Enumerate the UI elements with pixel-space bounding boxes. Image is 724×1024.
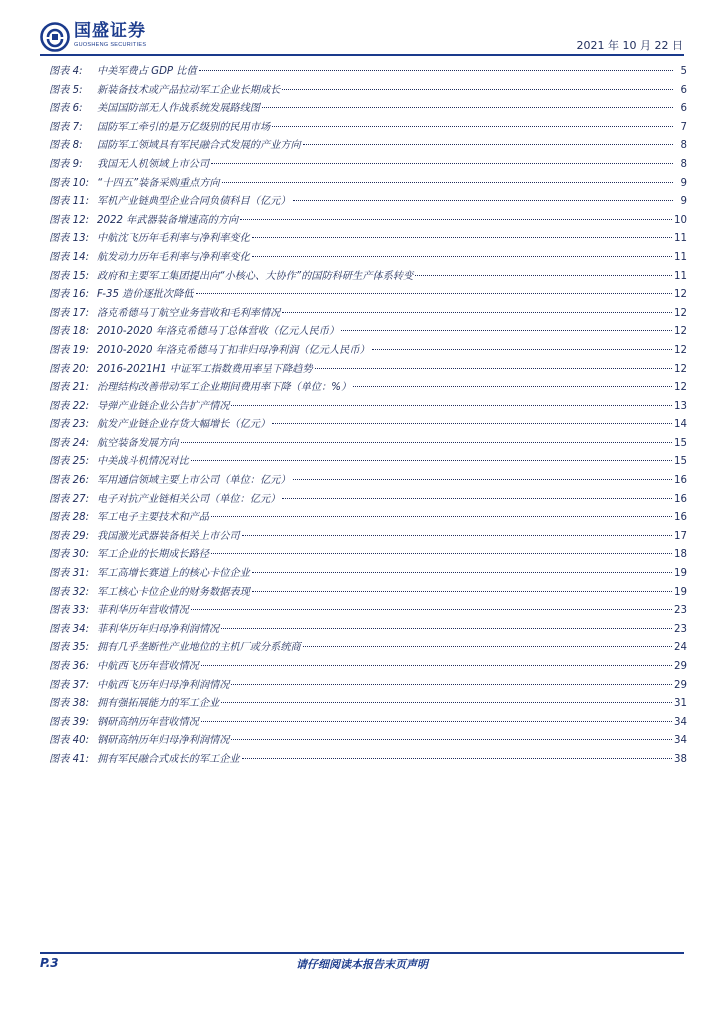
toc-entry[interactable]: [49, 416, 687, 435]
toc-entry[interactable]: [49, 639, 687, 658]
toc-entry[interactable]: [49, 323, 687, 342]
toc-figure-title: 治理结构改善带动军工企业期间费用率下降（单位：%）: [97, 382, 352, 394]
toc-figure-title: 菲利华历年归母净利润情况: [97, 623, 220, 635]
disclaimer-note: 请仔细阅读本报告末页声明: [296, 958, 428, 971]
toc-page-number: 12: [674, 382, 687, 394]
guosheng-logo-icon: [40, 22, 70, 52]
toc-entry[interactable]: [49, 472, 687, 491]
toc-leader-dots: [262, 107, 673, 108]
toc-figure-label: 图表 39:: [49, 716, 90, 728]
toc-figure-title: 2016-2021H1 中证军工指数费用率呈下降趋势: [97, 363, 313, 375]
toc-leader-dots: [201, 665, 672, 666]
toc-page-number: 8: [680, 140, 687, 152]
toc-leader-dots: [199, 70, 673, 71]
toc-page-number: 15: [674, 437, 687, 449]
toc-figure-label: 图表 7:: [49, 121, 83, 133]
toc-entry[interactable]: [49, 621, 687, 640]
toc-page-number: 9: [680, 196, 687, 208]
toc-figure-title: 2022 年武器装备增速高的方向: [97, 214, 239, 226]
toc-figure-label: 图表 26:: [49, 475, 90, 487]
toc-figure-label: 图表 11:: [49, 196, 90, 208]
toc-figure-title: F-35 造价逐批次降低: [97, 289, 194, 301]
toc-figure-title: 中航西飞历年归母净利润情况: [97, 679, 230, 691]
toc-figure-title: 电子对抗产业链相关公司（单位：亿元）: [97, 493, 281, 505]
toc-entry[interactable]: [49, 82, 687, 101]
toc-figure-label: 图表 17:: [49, 307, 90, 319]
toc-leader-dots: [252, 237, 672, 238]
toc-leader-dots: [181, 442, 673, 443]
toc-page-number: 11: [674, 233, 687, 245]
toc-page-number: 23: [674, 605, 687, 617]
toc-page-number: 7: [680, 121, 687, 133]
toc-figure-label: 图表 33:: [49, 605, 90, 617]
toc-page-number: 11: [674, 251, 687, 263]
toc-page-number: 11: [674, 270, 687, 282]
toc-leader-dots: [282, 312, 672, 313]
toc-figure-label: 图表 40:: [49, 735, 90, 747]
toc-figure-label: 图表 13:: [49, 233, 90, 245]
toc-figure-title: 新装备技术或产品拉动军工企业长期成长: [97, 84, 281, 96]
toc-page-number: 31: [674, 698, 687, 710]
toc-figure-title: 我国无人机领域上市公司: [97, 158, 210, 170]
toc-page-number: 13: [674, 400, 687, 412]
toc-figure-title: 拥有军民融合式成长的军工企业: [97, 753, 240, 765]
toc-figure-title: 政府和主要军工集团提出向“小核心、大协作”的国防科研生产体系转变: [97, 270, 414, 282]
toc-leader-dots: [231, 739, 672, 740]
toc-entry[interactable]: [49, 695, 687, 714]
toc-entry[interactable]: [49, 342, 687, 361]
toc-figure-title: 2010-2020 年洛克希德马丁总体营收（亿元人民币）: [97, 326, 340, 338]
logo-chinese-name: 国盛证券: [74, 21, 146, 41]
toc-entry[interactable]: [49, 286, 687, 305]
toc-entry[interactable]: [49, 249, 687, 268]
toc-figure-label: 图表 25:: [49, 456, 90, 468]
toc-figure-title: 中美战斗机情况对比: [97, 456, 189, 468]
toc-leader-dots: [231, 684, 672, 685]
toc-figure-label: 图表 5:: [49, 84, 83, 96]
toc-leader-dots: [211, 163, 673, 164]
toc-leader-dots: [415, 275, 672, 276]
toc-figure-title: 国防军工领域具有军民融合式发展的产业方向: [97, 140, 301, 152]
toc-figure-label: 图表 18:: [49, 326, 90, 338]
toc-leader-dots: [252, 591, 672, 592]
toc-entry[interactable]: [49, 175, 687, 194]
toc-entry[interactable]: [49, 584, 687, 603]
toc-entry[interactable]: [49, 435, 687, 454]
toc-leader-dots: [315, 368, 672, 369]
toc-figure-label: 图表 32:: [49, 586, 90, 598]
toc-leader-dots: [191, 609, 672, 610]
toc-figure-label: 图表 15:: [49, 270, 90, 282]
toc-page-number: 19: [674, 568, 687, 580]
toc-leader-dots: [372, 349, 672, 350]
toc-leader-dots: [272, 126, 673, 127]
toc-entry[interactable]: [49, 714, 687, 733]
toc-page-number: 29: [674, 661, 687, 672]
toc-page-number: 24: [674, 642, 687, 654]
toc-page-number: 16: [674, 512, 687, 524]
toc-leader-dots: [242, 758, 672, 759]
toc-figure-title: 洛克希德马丁航空业务营收和毛利率情况: [97, 307, 281, 319]
toc-figure-label: 图表 14:: [49, 251, 90, 263]
toc-page-number: 12: [674, 344, 687, 356]
toc-page-number: 10: [674, 214, 687, 226]
toc-figure-label: 图表 23:: [49, 419, 90, 431]
toc-figure-title: 菲利华历年营收情况: [97, 605, 189, 617]
toc-leader-dots: [341, 330, 672, 331]
toc-leader-dots: [282, 89, 673, 90]
toc-figure-title: 军机产业链典型企业合同负债科目（亿元）: [97, 196, 291, 208]
toc-leader-dots: [252, 256, 672, 257]
toc-figure-title: 导弹产业链企业公告扩产情况: [97, 400, 230, 412]
toc-figure-label: 图表 24:: [49, 437, 90, 449]
toc-leader-dots: [282, 498, 672, 499]
toc-entry[interactable]: [49, 379, 687, 398]
logo: [40, 22, 146, 52]
toc-figure-label: 图表 10:: [49, 177, 90, 189]
toc-entry[interactable]: [49, 658, 687, 677]
toc-entry[interactable]: [49, 751, 687, 770]
toc-leader-dots: [293, 479, 672, 480]
toc-entry[interactable]: [49, 100, 687, 119]
toc-page-number: 29: [674, 679, 687, 691]
toc-page-number: 34: [674, 735, 687, 747]
toc-figure-label: 图表 20:: [49, 363, 90, 375]
toc-figure-label: 图表 34:: [49, 623, 90, 635]
toc-leader-dots: [353, 386, 672, 387]
toc-page-number: 19: [674, 586, 687, 598]
toc-figure-label: 图表 12:: [49, 214, 90, 226]
toc-figure-label: 图表 16:: [49, 289, 90, 301]
toc-page-number: 16: [674, 475, 687, 487]
toc-page-number: 18: [674, 549, 687, 561]
toc-figure-title: 军工电子主要技术和产品: [97, 512, 210, 524]
toc-leader-dots: [303, 144, 673, 145]
toc-leader-dots: [293, 200, 673, 201]
toc-figure-label: 图表 6:: [49, 103, 83, 115]
toc-figure-label: 图表 30:: [49, 549, 90, 561]
toc-figure-title: 军用通信领域主要上市公司（单位：亿元）: [97, 475, 291, 487]
toc-figure-title: 军工核心卡位企业的财务数据表现: [97, 586, 250, 598]
toc-figure-title: 航空装备发展方向: [97, 437, 179, 449]
toc-figure-title: 军工企业的长期成长路径: [97, 549, 210, 561]
toc-page-number: 12: [674, 289, 687, 301]
toc-figure-label: 图表 8:: [49, 140, 83, 152]
toc-figure-label: 图表 9:: [49, 158, 83, 170]
toc-page-number: 9: [680, 177, 687, 189]
toc-page-number: 15: [674, 456, 687, 468]
toc-figure-title: 拥有强拓展能力的军工企业: [97, 698, 220, 710]
logo-english-name: GUOSHENG SECURITIES: [74, 42, 147, 48]
toc-leader-dots: [211, 553, 672, 554]
toc-entry[interactable]: [49, 63, 687, 82]
toc-leader-dots: [221, 628, 672, 629]
toc-entry[interactable]: [49, 212, 687, 231]
toc-entry[interactable]: [49, 119, 687, 138]
toc-page-number: 23: [674, 623, 687, 635]
toc-figure-title: 军工高增长赛道上的核心卡位企业: [97, 568, 250, 580]
toc-leader-dots: [272, 423, 672, 424]
toc-entry[interactable]: [49, 268, 687, 287]
toc-figure-label: 图表 19:: [49, 344, 90, 356]
toc-page-number: 34: [674, 716, 687, 728]
toc-entry[interactable]: [49, 732, 687, 751]
toc-leader-dots: [211, 516, 672, 517]
toc-figure-label: 图表 35:: [49, 642, 90, 654]
toc-leader-dots: [201, 721, 672, 722]
toc-figure-label: 图表 28:: [49, 512, 90, 524]
toc-entry[interactable]: [49, 193, 687, 212]
footer-divider: [40, 952, 684, 954]
toc-leader-dots: [303, 646, 672, 647]
toc-page-number: 12: [674, 363, 687, 375]
toc-entry[interactable]: [49, 509, 687, 528]
toc-figure-title: 美国国防部无人作战系统发展路线图: [97, 103, 260, 115]
toc-entry[interactable]: [49, 361, 687, 380]
toc-figure-title: 中航沈飞历年毛利率与净利率变化: [97, 233, 250, 245]
page-header: [0, 0, 724, 60]
toc-leader-dots: [240, 219, 672, 220]
toc-figure-title: 钢研高纳历年归母净利润情况: [97, 735, 230, 747]
header-divider: [40, 54, 684, 56]
toc-page-number: 17: [674, 530, 687, 542]
toc-figure-title: 钢研高纳历年营收情况: [97, 716, 199, 728]
toc-entry[interactable]: [49, 230, 687, 249]
toc-figure-title: 2010-2020 年洛克希德马丁扣非归母净利润（亿元人民币）: [97, 344, 370, 356]
toc-leader-dots: [231, 405, 672, 406]
toc-figure-title: 我国激光武器装备相关上市公司: [97, 530, 240, 542]
toc-leader-dots: [222, 182, 673, 183]
toc-figure-title: 航发动力历年毛利率与净利率变化: [97, 251, 250, 263]
toc-figure-label: 图表 27:: [49, 493, 90, 505]
toc-entry[interactable]: [49, 602, 687, 621]
toc-figure-title: 拥有几乎垄断性产业地位的主机厂或分系统商: [97, 642, 301, 654]
toc-entry[interactable]: [49, 156, 687, 175]
toc-figure-title: “十四五”装备采购重点方向: [97, 177, 220, 189]
toc-entry[interactable]: [49, 565, 687, 584]
toc-figure-label: 图表 37:: [49, 679, 90, 691]
toc-page-number: 5: [680, 66, 687, 77]
toc-page-number: 16: [674, 493, 687, 505]
toc-page-number: 12: [674, 326, 687, 338]
toc-figure-label: 图表 21:: [49, 382, 90, 394]
toc-figure-title: 中航西飞历年营收情况: [97, 661, 199, 672]
toc-figure-label: 图表 36:: [49, 661, 90, 672]
toc-leader-dots: [242, 535, 672, 536]
toc-page-number: 38: [674, 753, 687, 765]
toc-figure-label: 图表 31:: [49, 568, 90, 580]
toc-figure-title: 国防军工牵引的是万亿级别的民用市场: [97, 121, 271, 133]
toc-entry[interactable]: [49, 546, 687, 565]
toc-entry[interactable]: [49, 677, 687, 696]
toc-page-number: 6: [680, 103, 687, 115]
toc-entry[interactable]: [49, 398, 687, 417]
toc-leader-dots: [191, 460, 672, 461]
toc-entry[interactable]: [49, 453, 687, 472]
toc-page-number: 8: [680, 158, 687, 170]
toc-figure-label: 图表 41:: [49, 753, 90, 765]
toc-figure-title: 航发产业链企业存货大幅增长（亿元）: [97, 419, 271, 431]
figure-list: [49, 63, 687, 770]
toc-leader-dots: [252, 572, 672, 573]
toc-page-number: 14: [674, 419, 687, 431]
toc-entry[interactable]: [49, 491, 687, 510]
toc-page-number: 6: [680, 84, 687, 96]
toc-figure-label: 图表 38:: [49, 698, 90, 710]
toc-figure-label: 图表 22:: [49, 400, 90, 412]
toc-figure-title: 中美军费占 GDP 比值: [97, 66, 197, 77]
toc-entry[interactable]: [49, 305, 687, 324]
toc-page-number: 12: [674, 307, 687, 319]
toc-entry[interactable]: [49, 528, 687, 547]
toc-leader-dots: [221, 702, 672, 703]
page-number: P.3: [40, 956, 59, 970]
toc-entry[interactable]: [49, 137, 687, 156]
toc-figure-label: 图表 29:: [49, 530, 90, 542]
toc-figure-label: 图表 4:: [49, 66, 83, 77]
toc-leader-dots: [196, 293, 673, 294]
report-date: 2021 年 10 月 22 日: [576, 39, 683, 52]
